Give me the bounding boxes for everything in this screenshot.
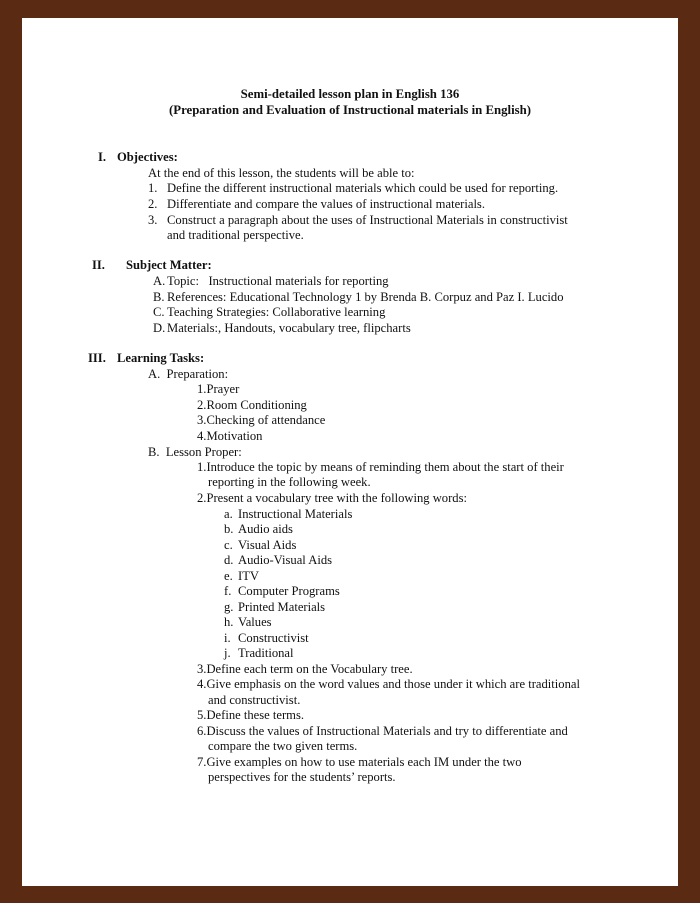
subject-letter: A. [153,274,166,288]
vocab-word: Traditional [238,646,294,660]
subject-letter: C. [153,305,165,319]
lesson-step-1-continued: reporting in the following week. [208,475,371,489]
vocab-letter: f. [224,584,232,598]
lesson-step-4: 4.Give emphasis on the word values and those under it which are traditional [197,677,580,691]
vocab-word: Visual Aids [238,538,297,552]
vocab-word: Instructional Materials [238,507,353,521]
vocab-letter: d. [224,553,234,567]
document-subtitle: (Preparation and Evaluation of Instructional materials in English) [168,103,532,117]
objective-text: Differentiate and compare the values of instructional materials. [167,197,485,211]
preparation-item: 1.Prayer [197,382,240,396]
lesson-step-6-continued: compare the two given terms. [208,739,358,753]
objectives-intro: At the end of this lesson, the students will be able to: [148,166,415,180]
subject-text: Topic: Instructional materials for reporting [167,274,389,288]
vocab-letter: c. [224,538,233,552]
objectives-heading: Objectives: [117,150,178,164]
subject-matter-numeral: II. [92,258,105,272]
vocab-letter: h. [224,615,234,629]
objective-number: 2. [148,197,158,211]
preparation-item: 3.Checking of attendance [197,413,326,427]
vocab-word: Values [238,615,272,629]
subject-text: Teaching Strategies: Collaborative learning [167,305,386,319]
objective-number: 1. [148,181,158,195]
learning-tasks-numeral: III. [88,351,106,365]
vocab-word: Audio aids [238,522,293,536]
vocab-word: ITV [238,569,259,583]
subject-letter: B. [153,290,165,304]
vocab-letter: a. [224,507,233,521]
preparation-item: 4.Motivation [197,429,263,443]
vocab-word: Audio-Visual Aids [238,553,333,567]
vocab-letter: g. [224,600,234,614]
lesson-step-1: 1.Introduce the topic by means of reminding them about the start of their [197,460,564,474]
objectives-numeral: I. [98,150,107,164]
subject-text: Materials:, Handouts, vocabulary tree, flipcharts [167,321,411,335]
lesson-step-7: 7.Give examples on how to use materials each IM under the two [197,755,522,769]
vocab-letter: j. [224,646,231,660]
preparation-label: A. Preparation: [148,367,229,381]
subject-text: References: Educational Technology 1 by Brenda B. Corpuz and Paz I. Lucido [167,290,564,304]
lesson-step-6: 6.Discuss the values of Instructional Materials and try to differentiate and [197,724,568,738]
lesson-step-3: 3.Define each term on the Vocabulary tree. [197,662,413,676]
objective-text-continued: and traditional perspective. [167,228,304,242]
preparation-item: 2.Room Conditioning [197,398,307,412]
subject-letter: D. [153,321,166,335]
subject-matter-heading: Subject Matter: [126,258,212,272]
vocab-letter: i. [224,631,231,645]
vocab-word: Constructivist [238,631,309,645]
objective-number: 3. [148,213,158,227]
learning-tasks-heading: Learning Tasks: [117,351,205,365]
lesson-step-2: 2.Present a vocabulary tree with the following words: [197,491,467,505]
vocab-letter: e. [224,569,233,583]
objective-text: Define the different instructional materials which could be used for reporting. [167,181,559,195]
vocab-word: Printed Materials [238,600,326,614]
lesson-proper-label: B. Lesson Proper: [148,445,242,459]
document-title: Semi-detailed lesson plan in English 136 [240,87,460,101]
vocab-word: Computer Programs [238,584,340,598]
lesson-step-7-continued: perspectives for the students’ reports. [208,770,396,784]
objective-text: Construct a paragraph about the uses of Instructional Materials in constructivist [167,213,568,227]
lesson-step-4-continued: and constructivist. [208,693,301,707]
document-page [22,18,678,886]
vocab-letter: b. [224,522,234,536]
lesson-step-5: 5.Define these terms. [197,708,305,722]
